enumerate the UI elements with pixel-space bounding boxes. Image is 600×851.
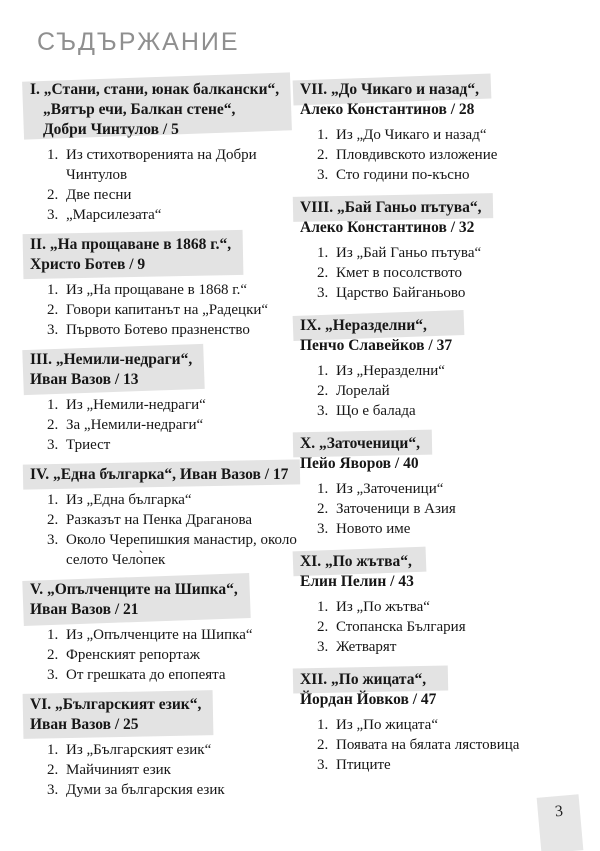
toc-item [47, 510, 300, 530]
entry-heading-line: IV. „Една българка“, Иван Вазов / 17 [30, 466, 289, 483]
entry-heading-line: I. „Стани, стани, юнак балкански“, [30, 81, 280, 98]
toc-item [317, 165, 570, 185]
item-number: 3. [47, 207, 59, 223]
item-number: 1. [47, 147, 59, 163]
item-number: 2. [317, 501, 329, 517]
entry-items [47, 740, 300, 800]
toc-item [47, 665, 300, 685]
entry-heading-line: VIII. „Бай Ганьо пътува“, [300, 199, 482, 216]
item-text: Триест [66, 437, 111, 453]
toc-item [47, 740, 300, 760]
toc-columns [30, 80, 570, 810]
entry-heading [300, 80, 479, 120]
item-text: Майчиният език [66, 762, 171, 778]
item-text: Заточеници в Азия [336, 501, 456, 517]
item-number: 2. [47, 187, 59, 203]
entry-heading [300, 552, 414, 592]
entry-heading-line: V. „Опълченците на Шипка“, [30, 581, 238, 598]
toc-item [47, 300, 300, 320]
toc-item [47, 145, 300, 185]
item-text: Що е балада [336, 403, 416, 419]
toc-item [317, 755, 570, 775]
toc-column-right [300, 80, 570, 810]
entry-items [47, 145, 300, 225]
toc-item [47, 415, 300, 435]
item-number: 1. [317, 481, 329, 497]
page-number: 3 [554, 802, 564, 821]
item-number: 3. [317, 167, 329, 183]
entry-heading-line: VII. „До Чикаго и назад“, [300, 81, 480, 98]
item-number: 1. [47, 397, 59, 413]
entry-heading [30, 465, 288, 485]
entry-heading [30, 580, 238, 620]
entry-heading [300, 316, 452, 356]
item-text: Френският репортаж [66, 647, 200, 663]
item-text: Из „Заточеници“ [336, 481, 444, 497]
item-number: 2. [317, 265, 329, 281]
entry-heading [30, 80, 279, 140]
toc-entry-12 [300, 670, 570, 775]
item-text: Сто години по-късно [336, 167, 470, 183]
toc-item [47, 760, 300, 780]
entry-heading [30, 350, 192, 390]
entry-items [317, 479, 570, 539]
item-number: 2. [317, 619, 329, 635]
entry-items [47, 280, 300, 340]
toc-entry-5 [30, 580, 300, 685]
toc-item [47, 645, 300, 665]
toc-item [317, 283, 570, 303]
toc-item [317, 499, 570, 519]
item-number: 3. [47, 667, 59, 683]
toc-item [47, 780, 300, 800]
item-text: Из „На прощаване в 1868 г.“ [66, 282, 248, 298]
item-text: Из стихотворенията на Добри Чинтулов [66, 147, 257, 183]
item-number: 2. [47, 302, 59, 318]
item-number: 3. [317, 403, 329, 419]
item-number: 2. [47, 762, 59, 778]
entry-heading-line: X. „Заточеници“, [300, 435, 420, 452]
item-number: 3. [317, 285, 329, 301]
item-text: От грешката до епопеята [66, 667, 226, 683]
item-text: Лорелай [336, 383, 390, 399]
item-text: Думи за българския език [66, 782, 225, 798]
item-number: 2. [317, 737, 329, 753]
toc-entry-1 [30, 80, 300, 225]
toc-entry-10 [300, 434, 570, 539]
entry-heading [300, 434, 420, 474]
item-number: 1. [47, 627, 59, 643]
entry-items [47, 490, 300, 570]
entry-heading-line: Христо Ботев / 9 [30, 256, 146, 273]
entry-heading-line: Добри Чинтулов / 5 [43, 121, 179, 138]
entry-heading-line: II. „На прощаване в 1868 г.“, [30, 236, 232, 253]
toc-item [317, 637, 570, 657]
toc-item [317, 519, 570, 539]
toc-item [47, 490, 300, 510]
toc-item [47, 320, 300, 340]
page-title: СЪДЪРЖАНИЕ [37, 28, 240, 56]
entry-heading-line: XI. „По жътва“, [300, 553, 412, 570]
item-text: Стопанска България [336, 619, 466, 635]
item-number: 2. [317, 147, 329, 163]
entry-heading-line: XII. „По жицата“, [300, 671, 427, 688]
item-number: 3. [47, 437, 59, 453]
item-number: 1. [317, 245, 329, 261]
item-text: Две песни [66, 187, 132, 203]
item-text: Из „Немили-недраги“ [66, 397, 206, 413]
item-number: 1. [317, 717, 329, 733]
item-number: 2. [317, 383, 329, 399]
entry-heading-line: III. „Немили-недраги“, [30, 351, 193, 368]
entry-heading-line: Пейо Яворов / 40 [300, 455, 419, 472]
item-text: Около Черепишкия манастир, около селото Чело̀пек [66, 532, 297, 568]
toc-entry-3 [30, 350, 300, 455]
toc-item [317, 401, 570, 421]
item-text: Из „По жътва“ [336, 599, 430, 615]
item-number: 2. [47, 647, 59, 663]
toc-entry-11 [300, 552, 570, 657]
item-text: Първото Ботево празненство [66, 322, 250, 338]
entry-heading-line: Иван Вазов / 25 [30, 716, 139, 733]
toc-item [317, 735, 570, 755]
item-text: Пловдивското изложение [336, 147, 498, 163]
item-text: Из „Бай Ганьо пътува“ [336, 245, 482, 261]
toc-item [47, 185, 300, 205]
item-text: „Марсилезата“ [66, 207, 162, 223]
item-number: 3. [47, 322, 59, 338]
entry-heading [30, 695, 201, 735]
item-text: Из „Опълченците на Шипка“ [66, 627, 253, 643]
item-number: 3. [317, 757, 329, 773]
toc-item [317, 479, 570, 499]
item-number: 3. [47, 782, 59, 798]
item-text: Говори капитанът на „Радецки“ [66, 302, 269, 318]
toc-entry-7 [300, 80, 570, 185]
item-number: 1. [47, 742, 59, 758]
entry-items [317, 597, 570, 657]
toc-item [47, 280, 300, 300]
item-number: 3. [317, 639, 329, 655]
toc-item [47, 530, 300, 570]
entry-items [47, 395, 300, 455]
toc-item [317, 597, 570, 617]
entry-heading-line: Алеко Константинов / 28 [300, 101, 475, 118]
toc-entry-2 [30, 235, 300, 340]
toc-item [47, 625, 300, 645]
item-number: 1. [317, 599, 329, 615]
item-text: Жетварят [336, 639, 397, 655]
entry-heading [300, 670, 436, 710]
item-text: Птиците [336, 757, 391, 773]
toc-entry-4 [30, 465, 300, 570]
entry-heading-line: Елин Пелин / 43 [300, 573, 414, 590]
entry-heading-line: Иван Вазов / 21 [30, 601, 139, 618]
item-number: 3. [47, 532, 59, 548]
item-text: Разказът на Пенка Драганова [66, 512, 253, 528]
toc-entry-8 [300, 198, 570, 303]
toc-entry-6 [30, 695, 300, 800]
item-number: 3. [317, 521, 329, 537]
item-text: Из „По жицата“ [336, 717, 438, 733]
item-number: 2. [47, 417, 59, 433]
entry-heading-line: Йордан Йовков / 47 [300, 691, 437, 708]
item-text: Из „Българският език“ [66, 742, 212, 758]
toc-item [47, 435, 300, 455]
item-text: Появата на бялата лястовица [336, 737, 520, 753]
toc-item [317, 361, 570, 381]
item-number: 1. [317, 127, 329, 143]
item-text: Из „Една българка“ [66, 492, 192, 508]
toc-column-left [30, 80, 300, 810]
toc-item [317, 145, 570, 165]
toc-item [317, 263, 570, 283]
entry-items [317, 243, 570, 303]
page-number-tab [537, 794, 584, 851]
entry-items [317, 715, 570, 775]
entry-heading-line: „Вятър ечи, Балкан стене“, [43, 101, 236, 118]
toc-item [317, 125, 570, 145]
toc-item [317, 617, 570, 637]
toc-item [317, 715, 570, 735]
item-text: Кмет в посолството [336, 265, 462, 281]
toc-item [317, 381, 570, 401]
entry-items [317, 125, 570, 185]
entry-items [317, 361, 570, 421]
entry-items [47, 625, 300, 685]
entry-heading-line: Алеко Константинов / 32 [300, 219, 475, 236]
entry-heading [30, 235, 231, 275]
toc-entry-9 [300, 316, 570, 421]
entry-heading-line: Иван Вазов / 13 [30, 371, 139, 388]
item-text: Из „Неразделни“ [336, 363, 445, 379]
entry-heading [300, 198, 481, 238]
entry-heading-line: Пенчо Славейков / 37 [300, 337, 453, 354]
item-text: Из „До Чикаго и назад“ [336, 127, 487, 143]
toc-item [47, 395, 300, 415]
item-text: За „Немили-недраги“ [66, 417, 204, 433]
item-text: Новото име [336, 521, 411, 537]
item-number: 1. [47, 492, 59, 508]
entry-heading-line: VI. „Българският език“, [30, 696, 202, 713]
entry-heading-line: IX. „Неразделни“, [300, 317, 427, 334]
item-text: Царство Байганьово [336, 285, 466, 301]
toc-item [47, 205, 300, 225]
item-number: 2. [47, 512, 59, 528]
item-number: 1. [317, 363, 329, 379]
toc-item [317, 243, 570, 263]
item-number: 1. [47, 282, 59, 298]
